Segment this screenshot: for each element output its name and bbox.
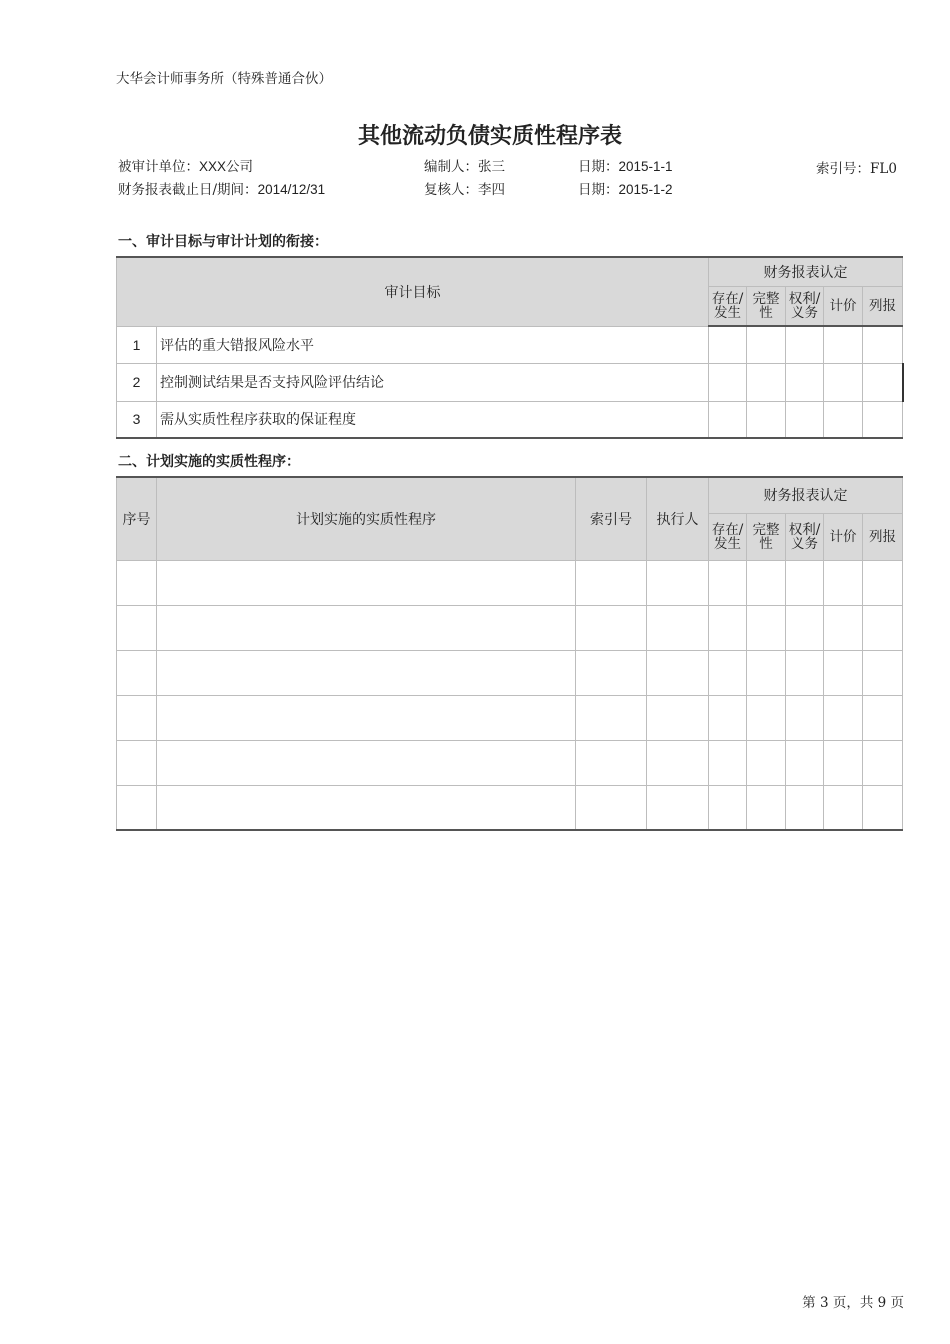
cell[interactable] xyxy=(747,785,786,830)
cell[interactable] xyxy=(786,560,824,605)
cell[interactable] xyxy=(117,560,157,605)
cell[interactable] xyxy=(786,695,824,740)
cell[interactable] xyxy=(709,650,747,695)
cell[interactable] xyxy=(747,650,786,695)
table-row xyxy=(117,740,903,785)
cell[interactable] xyxy=(863,695,903,740)
reviewer-label: 复核人： xyxy=(424,182,478,198)
objective-header: 审计目标 xyxy=(117,257,709,326)
cell[interactable] xyxy=(647,785,709,830)
cell[interactable] xyxy=(157,605,576,650)
review-date-label: 日期： xyxy=(578,182,619,198)
cell[interactable] xyxy=(747,695,786,740)
cell[interactable] xyxy=(824,650,863,695)
index-number xyxy=(816,157,897,177)
cell[interactable] xyxy=(576,560,647,605)
row-number: 1 xyxy=(117,326,157,363)
cell[interactable] xyxy=(117,740,157,785)
table-row xyxy=(117,326,903,363)
assertion-rights: 权利/义务 xyxy=(786,513,824,560)
cell[interactable] xyxy=(117,605,157,650)
table-row xyxy=(117,605,903,650)
cell[interactable] xyxy=(709,560,747,605)
audited-unit-label: 被审计单位： xyxy=(118,159,199,175)
cell[interactable] xyxy=(709,740,747,785)
cell[interactable] xyxy=(824,695,863,740)
cell[interactable] xyxy=(786,740,824,785)
cell[interactable] xyxy=(824,785,863,830)
objective-text: 控制测试结果是否支持风险评估结论 xyxy=(157,363,709,401)
prep-date xyxy=(578,155,673,175)
assertion-valuation: 计价 xyxy=(824,286,863,326)
objective-text: 需从实质性程序获取的保证程度 xyxy=(157,401,709,438)
index-value: FL0 xyxy=(870,161,897,177)
cell[interactable] xyxy=(786,326,824,363)
preparer-value: 张三 xyxy=(478,159,505,175)
cell[interactable] xyxy=(647,695,709,740)
cell[interactable] xyxy=(824,560,863,605)
table-row xyxy=(117,363,903,401)
cell[interactable] xyxy=(709,363,747,401)
cell[interactable] xyxy=(863,401,903,438)
cell[interactable] xyxy=(576,650,647,695)
cell[interactable] xyxy=(747,326,786,363)
no-header: 序号 xyxy=(117,477,157,560)
cell[interactable] xyxy=(576,785,647,830)
cell[interactable] xyxy=(747,740,786,785)
cell[interactable] xyxy=(647,560,709,605)
assertion-completeness: 完整性 xyxy=(747,286,786,326)
cell[interactable] xyxy=(747,560,786,605)
cell[interactable] xyxy=(786,605,824,650)
cell[interactable] xyxy=(709,785,747,830)
cell[interactable] xyxy=(786,363,824,401)
cell[interactable] xyxy=(576,605,647,650)
table-row xyxy=(117,401,903,438)
section2-heading: 二、计划实施的实质性程序： xyxy=(118,454,300,470)
cell[interactable] xyxy=(576,695,647,740)
audit-objective-table xyxy=(116,256,904,439)
firm-name: 大华会计师事务所（特殊普通合伙） xyxy=(116,71,332,87)
cell[interactable] xyxy=(747,401,786,438)
cell[interactable] xyxy=(863,650,903,695)
cell[interactable] xyxy=(863,560,903,605)
assertion-presentation: 列报 xyxy=(863,286,903,326)
period-value: 2014/12/31 xyxy=(257,182,326,197)
audited-unit-value: XXX公司 xyxy=(199,159,254,174)
assertions-header: 财务报表认定 xyxy=(709,257,903,286)
table-row xyxy=(117,650,903,695)
cell[interactable] xyxy=(647,650,709,695)
page-title: 其他流动负债实质性程序表 xyxy=(357,123,622,149)
index-label: 索引号： xyxy=(816,161,870,177)
assertion-presentation: 列报 xyxy=(863,513,903,560)
preparer xyxy=(424,155,505,175)
prep-date-value: 2015-1-1 xyxy=(618,159,673,174)
section1-heading: 一、审计目标与审计计划的衔接： xyxy=(118,234,328,250)
objective-text: 评估的重大错报风险水平 xyxy=(157,326,709,363)
procedure-header: 计划实施的实质性程序 xyxy=(157,477,576,560)
assertion-rights: 权利/义务 xyxy=(786,286,824,326)
assertion-valuation: 计价 xyxy=(824,513,863,560)
table-row xyxy=(117,785,903,830)
cell[interactable] xyxy=(709,401,747,438)
cell[interactable] xyxy=(863,740,903,785)
cell[interactable] xyxy=(157,785,576,830)
cell[interactable] xyxy=(117,695,157,740)
index-header: 索引号 xyxy=(576,477,647,560)
cell[interactable] xyxy=(747,605,786,650)
cell[interactable] xyxy=(647,740,709,785)
report-period xyxy=(118,178,325,198)
preparer-label: 编制人： xyxy=(424,159,478,175)
cell[interactable] xyxy=(786,650,824,695)
period-label: 财务报表截止日/期间： xyxy=(118,182,258,198)
reviewer-value: 李四 xyxy=(478,182,505,198)
cell[interactable] xyxy=(824,740,863,785)
cell[interactable] xyxy=(157,695,576,740)
substantive-procedure-table xyxy=(116,476,903,831)
cell[interactable] xyxy=(863,363,903,401)
assertion-existence: 存在/发生 xyxy=(709,513,747,560)
procedure-rows xyxy=(117,560,903,830)
cell[interactable] xyxy=(786,401,824,438)
review-date-value: 2015-1-2 xyxy=(618,182,673,197)
cell[interactable] xyxy=(117,650,157,695)
assertion-existence: 存在/发生 xyxy=(709,286,747,326)
cell[interactable] xyxy=(824,363,863,401)
cell[interactable] xyxy=(576,740,647,785)
table-row xyxy=(117,695,903,740)
cell[interactable] xyxy=(647,605,709,650)
cell[interactable] xyxy=(863,785,903,830)
cell[interactable] xyxy=(824,605,863,650)
assertions-header: 财务报表认定 xyxy=(709,477,903,513)
cell[interactable] xyxy=(157,560,576,605)
cell[interactable] xyxy=(863,326,903,363)
cell[interactable] xyxy=(786,785,824,830)
review-date xyxy=(578,178,673,198)
audited-unit xyxy=(118,155,253,175)
table-row xyxy=(117,560,903,605)
cell[interactable] xyxy=(709,695,747,740)
cell[interactable] xyxy=(157,650,576,695)
cell[interactable] xyxy=(824,401,863,438)
row-number: 2 xyxy=(117,363,157,401)
prep-date-label: 日期： xyxy=(578,159,619,175)
cell[interactable] xyxy=(824,326,863,363)
cell[interactable] xyxy=(747,363,786,401)
row-number: 3 xyxy=(117,401,157,438)
cell[interactable] xyxy=(117,785,157,830)
cell[interactable] xyxy=(709,326,747,363)
cell[interactable] xyxy=(709,605,747,650)
assertion-completeness: 完整性 xyxy=(747,513,786,560)
executor-header: 执行人 xyxy=(647,477,709,560)
reviewer xyxy=(424,178,505,198)
cell[interactable] xyxy=(863,605,903,650)
cell[interactable] xyxy=(157,740,576,785)
page-number: 第 3 页，共 9 页 xyxy=(802,1295,904,1311)
